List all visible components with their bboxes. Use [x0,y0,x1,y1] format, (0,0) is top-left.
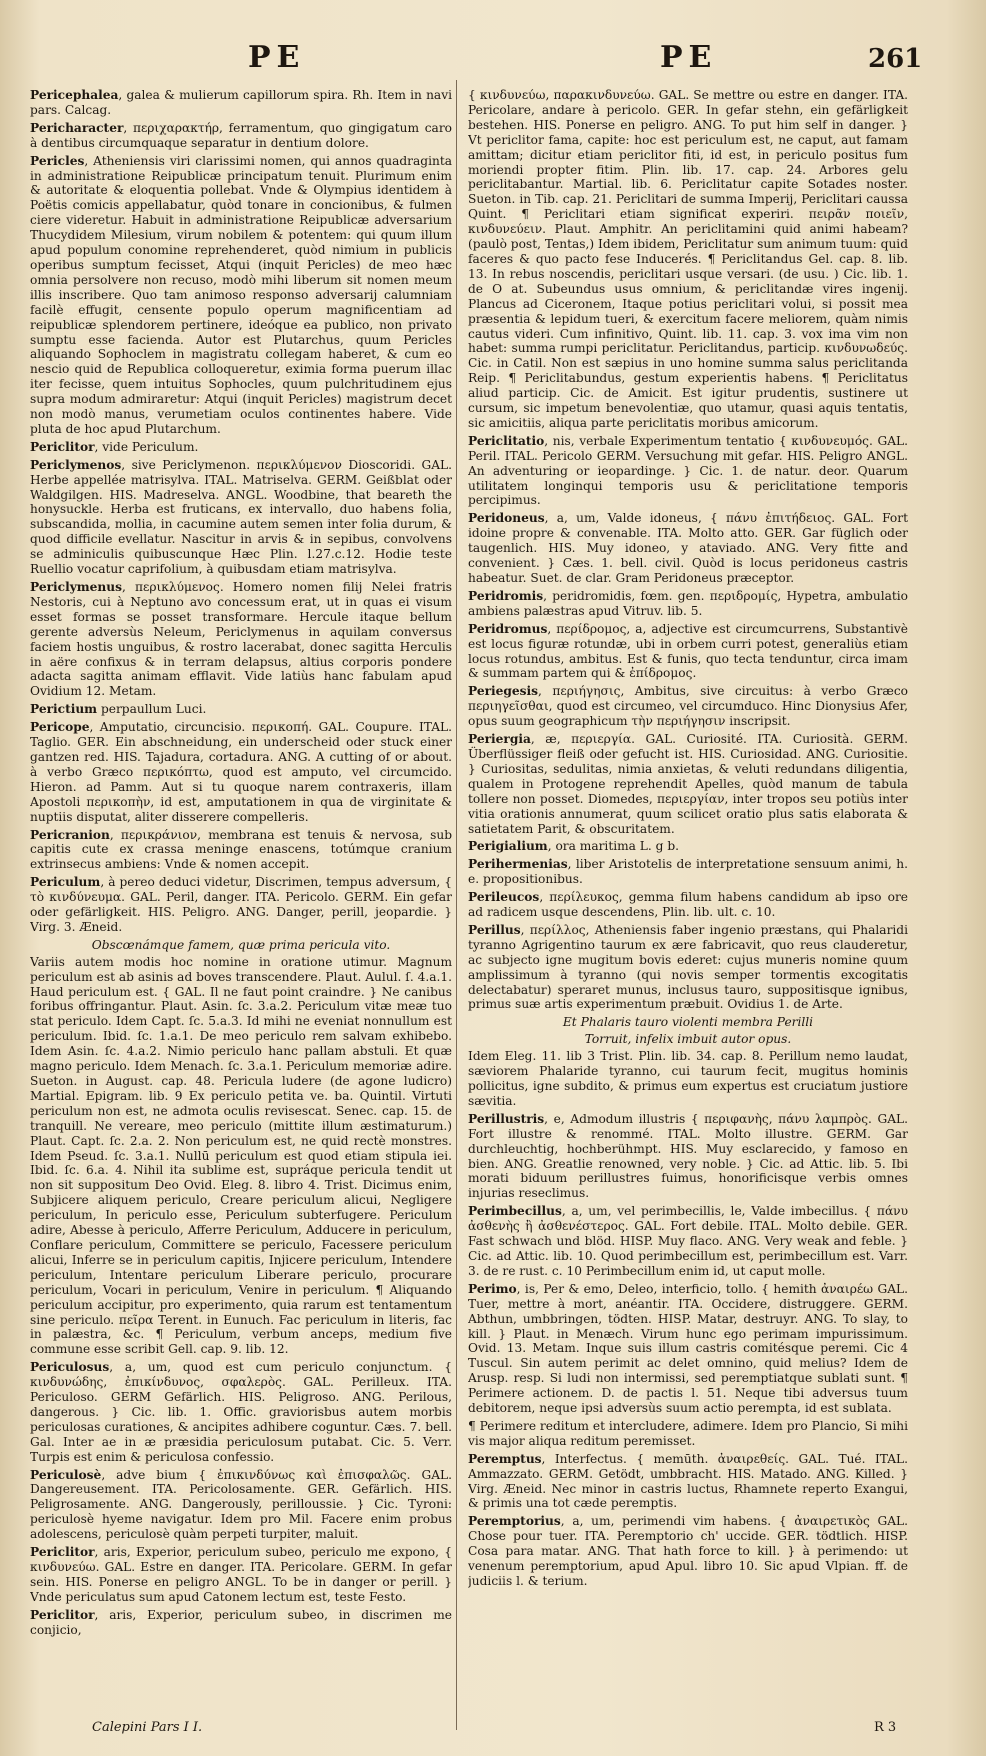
entry-text: , περιχαρακτήρ, ferramentum, quo gingigatum caro à dentibus circumquaque separatur in dentium dolore. [30,120,452,150]
entry-text: , adve bium { ἐπικινδύνως καὶ ἐπισφαλῶς. GAL. Dangereusement. ITA. Pericolosamente. GER. Gefärlich. HIS. Peligrosamente. ANG. Dangerously, perilloussie. } Cic. Tyroni: periculosè hyeme navigatur. Idem pro Mil. Facere enim probus adolescens, periculosè quàm perpeti turpiter, maluit. [30,1467,452,1542]
headword: Pericharacter [30,120,124,135]
footer-signature: Calepini Pars I I. [92,1720,203,1735]
dictionary-entry [468,839,908,854]
dictionary-entry [30,1360,452,1464]
dictionary-entry [30,720,452,824]
verse-line: Torruit, infelix imbuit autor opus. [584,1032,792,1047]
running-head-left: PE [248,40,306,75]
dictionary-entry [468,890,908,920]
headword: Pericranion [30,827,110,842]
headword: Perileucos [468,890,540,905]
headword: Perigialium [468,839,548,854]
entry-text: , is, Per & emo, Deleo, interficio, tollo. { hemith ἀναιρέω GAL. Tuer, mettre à mort, anéantir. ITA. Occidere, distruggere. GERM. Abthun, umbbringen, tödten. HISP. Matar, destruyr. ANG. To slay, to kill. } Plaut. in Menæch. Virum hunc ego perimam impurissimum. Ovid. 13. Metam. Inque suis illum castris comitésque peremi. Cic 4 Tuscul. Sin autem perimit ac delet omnino, quid melius? Idem de Arusp. resp. Si ludi non intermissi, sed peremptiatque sublati sunt. ¶ Perimere actionem. D. de pactis l. 51. Neque tibi adversus tuum debitorem, neque ipsi adversùs suum actio perempta, id est sublata. [468,1281,908,1416]
dictionary-entry [30,828,452,873]
dictionary-entry [468,622,908,682]
dictionary-entry [30,1545,452,1605]
signature-mark: R 3 [874,1720,897,1735]
entry-text: , Interfectus. { memūth. ἀναιρεθείς. GAL. Tué. ITAL. Ammazzato. GERM. Getödt, umbbracht. HIS. Matado. ANG. Killed. } Virg. Æneid. Nec minor in castris luctus, Rhamnete reperto Exangui, & primis una tot cæde peremptis. [468,1451,908,1511]
headword: Perictium [30,702,98,717]
dictionary-entry [468,732,908,836]
dictionary-entry [30,955,452,1357]
dictionary-entry [468,434,908,509]
headword: Perimbecillus [468,1204,562,1219]
entry-text: ¶ Perimere reditum et intercludere, adimere. Idem pro Plancio, Si mihi vis major aliqua reditum peremisset. [468,1418,908,1448]
page-number: 261 [868,44,923,74]
dictionary-entry [30,702,452,717]
headword: Periclymenus [30,580,123,594]
dictionary-entry [30,1608,452,1638]
entry-text: , a, um, quod est cum periculo conjunctum. { κινδυνώδης, ἐπικίνδυνος, σφαλερὸς. GAL. Perilleux. ITA. Periculoso. GERM Gefärlich. HIS. Peligroso. ANG. Perilous, dangerous. } Cic. lib. 1. Offic. graviorisbus autem morbis periculosas curationes, & ancipites adhibere coguntur. Cæs. 7. bell. Gal. Inter ae in æ præsidia periculosum putabat. Cic. 5. Verr. Turpis est enim & periculosa confessio. [30,1360,452,1464]
right-column [468,88,908,1730]
headword: Pericephalea [30,88,119,102]
verse-line: Et Phalaris tauro violenti membra Perilli [562,1015,814,1030]
entry-text: { κινδυνεύω, παρακινδυνεύω. GAL. Se mettre ou estre en danger. ITA. Pericolare, andare à pericolo. GER. In gefar stehn, ein gefärligkeit bestehen. HIS. Ponerse en peligro. ANG. To put him self in danger. } Vt periclitor fama, capite: hoc est periculum est, ne caput, aut famam amittam; dicitur etiam periclitor fiti, id est, in periculo positus fum moriendi propter fitim. Plin. lib. 17. cap. 24. Arbores gelu periclitabantur. Martial. lib. 6. Periclitatur capite Sotades noster. Sueton. in Tib. cap. 21. Periclitari de summa Imperij, Periclitari caussa Quint. ¶ Periclitari etiam significat experiri. πειρᾶν ποιεῖν, κινδυνεύειν. Plaut. Amphitr. An periclitamini quid animi habeam? (paulò post, Tentas,) Idem ibidem, Periclitatur sum animum tuum: quid faceres & quo pacto fese Inducerés. ¶ Periclitandus Gel. cap. 8. lib. 13. In rebus noscendis, periclitari usque versari. (de usu. ) Cic. lib. 1. de O at. Subeundus usus omnium, & periclitandæ vires ingenij. Plancus ad Ciceronem, Itaque potius periclitari volui, si possit mea præsentia & lepidum tueri, & exercitum facere meliorem, quàm nimis cautus videri. Cum infinitivo, Quint. lib. 11. cap. 3. vox ima vim non habet: summa rumpi periclitatur. Periclitandus, particip. κινδυνωδεύς. Cic. in Catil. Non est sæpius in uno homine summa salus periclitanda Reip. ¶ Periclitabundus, gestum experientis habens. ¶ Periclitatus aliud particip. Cic. de Amicit. Est igitur prudentis, sustinere ut cursum, sic impetum benevolentiæ, quo utamur, quasi aquis tentatis, sic amicitiis, aliqua parte periclitatis moribus amicorum. [468,88,908,430]
dictionary-entry [468,857,908,887]
entry-text: , περίλευκος, gemma filum habens candidum ab ipso ore ad radicem usque descendens, Plin. lib. ult. c. 10. [468,890,908,920]
dictionary-entry [468,1452,908,1512]
entry-text: , περίλλος, Atheniensis faber ingenio præstans, qui Phalaridi tyranno Agrigentino taurum ex ære fabricavit, quo reus clauderetur, ac subjecto igne mugitum bovis ederet: cujus muneris nomine quum amplissimum à tyranno (qui novis semper tormentis excogitatis delectabatur) speraret munus, inclusus tauro, suppositisque ignibus, primus suæ artis experimentum præbuit. Ovidius 1. de Arte. [468,922,908,1012]
dictionary-entry [30,440,452,455]
verse-line: Obscœnámque famem, quæ prima pericula vito. [91,937,391,952]
headword: Peridromus [468,621,548,636]
dictionary-entry [468,684,908,729]
dictionary-entry [468,1204,908,1279]
entry-text: , περιήγησις, Ambitus, sive circuitus: à verbo Græco περιηγεῖσθαι, quod est circumeo, vel circumduco. Hinc Dionysius Afer, opus suum geographicum τὴν περιήγησιν inscripsit. [468,684,908,729]
entry-text: , æ, περιεργία. GAL. Curiosité. ITA. Curiosità. GERM. Überflüssiger fleiß oder gefucht ist. HIS. Curiosidad. ANG. Curiositie. } Curiositas, sedulitas, nimia anxietas, & veluti redundans diligentia, qualem in Protogene reprehendit Apelles, quòd manum de tabula tollere non posset. Diomedes, περιεργίαν, inter tropos seu potiùs inter vitia orationis annumerat, quum scilicet oratio plus satis elaborata & satietatem Parit, & obscuritatem. [468,732,908,836]
headword: Periculosus [30,1360,110,1375]
entry-text: , a, um, perimendi vim habens. { ἀναιρετικὸς GAL. Chose pour tuer. ITA. Peremptorio ch' uccide. GER. tödtlich. HISP. Cosa para matar. ANG. That hath force to kill. } à perimendo: ut venenum peremptorium, apud Apul. libro 10. Sic apud Vlpian. ff. de judiciis l. & terium. [468,1514,908,1588]
entry-text: , galea & mulierum capillorum spira. Rh. Item in navi pars. Calcag. [30,88,452,117]
headword: Periclitatio [468,433,545,448]
headword: Perimo [468,1281,517,1296]
entry-text: , περικλύμενος. Homero nomen filij Nelei fratris Nestoris, cui à Neptuno avo concessum erat, ut in quas ei visum esset formas se posset transformare. Hercule itaque bellum gerente adversùs Neleum, Periclymenus in aquilam conversus faciem hostis unguibus, & rostro lacerabat, donec sagitta Herculis in aëre confixus & in terram delapsus, altius corporis pondere adacta sagitta animam efflavit. Vide latiùs hanc fabulam apud Ovidium 12. Metam. [30,580,452,699]
dictionary-entry [30,121,452,151]
headword: Periclitor [30,439,95,454]
dictionary-entry [30,875,452,935]
headword: Perillustris [468,1111,545,1126]
headword: Peremptus [468,1451,542,1466]
entry-text: Variis autem modis hoc nomine in oratione utimur. Magnum periculum est ab asinis ad boves transcendere. Plaut. Aulul. ſ. 4.a.1. Haud periculum est. { GAL. Il ne faut point craindre. } Ne canibus foribus offringantur. Plaut. Asin. ſc. 3.a.2. Periculum vitæ meæ tuo stat periculo. Idem Capt. ſc. 5.a.3. Id mihi ne eveniat nonnullum est periculum. Ibid. ſc. 1.a.1. De meo periculo rem salvam exhibebo. Idem Asin. ſc. 4.a.2. Nimio periculo hanc pallam abstuli. Et quæ magno periculo. Idem Menach. ſc. 3.a.1. Periculum memoriæ adire. Sueton. in August. cap. 48. Pericula ludere (de agone ludicro) Martial. Epigram. lib. 9 Ex periculo petita ve. ba. Quintil. Virtuti periculum non est, ne admota oculis revisescat. Senec. cap. 15. de tranquill. Ne vereare, meo periculo (mittite illum æstimaturum.) Plaut. Capt. ſc. 2.a. 2. Non periculum est, ne quid rectè monstres. Idem Pseud. ſc. 3.a.1. Nullū periculum est quod etiam stipula iei. Ibid. ſc. 6.a. 4. Nihil ita sublime est, supráque pericula tendit ut non sit suppositum Deo Ovid. Eleg. 8. libro 4. Trist. Dicimus enim, Subjicere aliquem periculo, Creare periculum alicui, Negligere periculum, In periculo esse, Periculum subterfugere. Periculum adire, Abesse à periculo, Afferre Periculum, Adducere in periculum, Conflare periculum, Committere se periculo, Facessere periculum alicui, Inferre se in periculum capitis, Injicere periculum, Intendere periculum, Intentare periculum Liberare periculo, procurare periculum, Vocari in periculum, Venire in periculum. ¶ Aliquando periculum accipitur, pro experimento, quia rarum est tentamentum sine periculo. πεῖρα Terent. in Eunuch. Fac periculum in literis, fac in palæstra, &c. ¶ Periculum, verbum anceps, medium five commune esse scribit Gell. cap. 9. lib. 12. [30,954,452,1357]
headword: Periegesis [468,684,539,699]
headword: Periclitor [30,1545,95,1560]
entry-text: , sive Periclymenon. περικλύμενον Dioscoridi. GAL. Herbe appellée matrisylva. ITAL. Matriselva. GERM. Geißblat oder Waldgilgen. HIS. Madreselva. ANGL. Woodbine, that beareth the honysuckle. Herba est fruticans, ex intervallo, duo habens folia, subscandida, mollia, in cacumine autem semen inter folia durum, & quod difficile evellatur. Nascitur in arvis & in sepibus, convolvens se adminiculis quibuscunque Hæc Plin. l.27.c.12. Hodie teste Ruellio vocatur caprifolium, à quibusdam etiam matrisylva. [30,457,452,577]
dictionary-entry [468,1514,908,1589]
headword: Peridoneus [468,511,545,526]
headword: Peridromis [468,588,544,603]
left-column [30,88,452,1730]
dictionary-entry [30,1468,452,1543]
entry-text: , περικράνιον, membrana est tenuis & nervosa, sub capitis cute ex crassa meninge enascens, totúmque cranium extrinsecus ambiens: Vnde & nomen accepit. [30,827,452,872]
headword: Peremptorius [468,1514,561,1529]
dictionary-entry [30,154,452,437]
dictionary-entry [468,1419,908,1449]
headword: Periergia [468,732,531,747]
headword: Perillus [468,922,521,937]
entry-text: , à pereo deduci videtur, Discrimen, tempus adversum, { τὸ κινδύνευμα. GAL. Peril, danger. ITA. Pericolo. GERM. Ein gefar oder gefärligkeit. HIS. Peligro. ANG. Danger, perill, jeopardie. } Virg. 3. Æneid. [30,875,452,934]
headword: Periculum [30,875,101,890]
entry-text: , nis, verbale Experimentum tentatio { κινδυνευμός. GAL. Peril. ITAL. Pericolo GERM. Versuchung mit gefar. HIS. Peligro ANGL. An adventuring or ieopardinge. } Cic. 1. de natur. deor. Quarum utilitatem longinqui temporis usu & periclitatione temporis percipimus. [468,433,908,508]
headword: Periclymenos [30,457,122,472]
dictionary-entry [468,88,908,431]
entry-text: , peridromidis, fœm. gen. περιδρομίς, Hypetra, ambulatio ambiens palæstras apud Vitruv. lib. 5. [468,588,908,618]
entry-text: Idem Eleg. 11. lib 3 Trist. Plin. lib. 34. cap. 8. Perillum nemo laudat, sæviorem Phalaride tyranno, cui taurum fecit, mugitus hominis pollicitus, igne subdito, & primus eum expertus est cruciatum justiore sævitia. [468,1049,908,1108]
entry-text: , Amputatio, circuncisio. περικοπή. GAL. Coupure. ITAL. Taglio. GER. Ein abschneidung, ein underscheid oder stuck einer gantzen red. HIS. Tajadura, cortadura. ANG. A cutting of or about. à verbo Græco περικόπτω, quod est amputo, vel circumcido. Hieron. ad Pamm. Aut si tu quoque narem contraxeris, illam Apostoli περικοπὴν, id est, amputationem in qua de virginitate & nuptiis disputat, aliter disserere compelleris. [30,720,452,824]
dictionary-entry [468,923,908,1012]
running-head-right: PE [660,40,718,75]
entry-text: , περίδρομος, a, adjective est circumcurrens, Substantivè est locus figuræ rotundæ, ubi in orbem curri potest, generaliùs etiam locus rotundus, ambitus. Est & funis, quo tecta tenduntur, circa imam & summam partem qui & ἐπίδρομος. [468,621,908,681]
entry-text: , vide Periculum. [94,439,199,454]
entry-text: , a, um, Valde idoneus, { πάνυ ἐπιτήδειος. GAL. Fort idoine propre & convenable. ITA. Molto atto. GER. Gar füglich oder taugenlich. HIS. Muy idoneo, y ataviado. ANG. Very fitte and convenient. } Cæs. 1. bell. civil. Quòd is locus peridoneus castris habeatur. Suet. de clar. Gram Peridoneus præceptor. [468,511,908,585]
dictionary-entry [30,458,452,577]
headword: Pericope [30,720,90,735]
dictionary-entry [30,88,452,118]
entry-text: , e, Admodum illustris { περιφανὴς, πάνυ λαμπρὸς. GAL. Fort illustre & renommé. ITAL. Molto illustre. GERM. Gar durchleuchtig, hochberühmpt. HIS. Muy esclarecido, y famoso en bien. ANG. Greatlie renowned, very noble. } Cic. ad Attic. lib. 5. Ibi morati biduum perillustres fuimus, honorificisque verbis omnes injurias reseclimus. [468,1111,908,1201]
column-divider [456,80,457,1730]
dictionary-entry [30,580,452,699]
entry-text: , Atheniensis viri clarissimi nomen, qui annos quadraginta in administratione Reipublicæ principatum tenuit. Plurimum enim & autoritate & eloquentia pollebat. Vnde & Olympius identidem à Poëtis comicis appellabatur, quòd tonare in concionibus, & fulmen ciere videretur. Habuit in administratione Reipublicæ adversarium Thucydidem Milesium, virum nobilem & potentem: qui quum illum apud populum conomine reprehenderet, quòd nimium in publicis operibus sumptum fecisset, Atqui (inquit Pericles) de meo hæc omnia persolvere non recuso, modò mihi liberum sit nomen meum illis inscribere. Quo tam animoso responso adversarij calumniam facilè effugit, censente populo operum magnificentiam ad reipublicæ splendorem pertinere, ideóque ea publico, non privato sumptu esse facienda. Autor est Plutarchus, quum Pericles aliquando Sophoclem in magistratu collegam haberet, & cum eo nescio quid de Republica colloqueretur, eximia forma puerum illac iter fecisse, quem intuitus Sophocles, quum pulchritudinem ejus supra modum admiraretur: Atqui (inquit Pericles) magistrum decet non modò manus, verumetiam oculos continentes habere. Vide pluta de hoc apud Plutarchum. [30,153,452,436]
entry-text: , a, um, vel perimbecillis, le, Valde imbecillus. { πάνυ ἀσθενὴς ἢ ἀσθενέστερος. GAL. Fort debile. ITAL. Molto debile. GER. Fast schwach und blöd. HISP. Muy flaco. ANG. Very weak and feble. } Cic. ad Attic. lib. 10. Quod perimbecillum est, perimbecillum est. Varr. 3. de re rust. c. 10 Perimbecillum enim id, ut caput molle. [468,1204,908,1278]
entry-text: , aris, Experior, periculum subeo, in discrimen me conjicio, [30,1607,452,1637]
dictionary-entry [468,1282,908,1416]
dictionary-entry [468,589,908,619]
headword: Periculosè [30,1467,102,1482]
headword: Periclitor [30,1607,95,1622]
dictionary-entry [468,1112,908,1201]
headword: Pericles [30,153,85,168]
dictionary-entry [468,511,908,586]
dictionary-entry [468,1049,908,1109]
headword: Perihermenias [468,857,568,872]
entry-text: , ora maritima L. g b. [547,839,680,854]
entry-text: , liber Aristotelis de interpretatione sensuum animi, h. e. propositionibus. [468,857,908,887]
entry-text: perpaullum Luci. [97,702,207,717]
entry-text: , aris, Experior, periculum subeo, periculo me expono, { κινδυνεύω. GAL. Estre en danger. ITA. Pericolare. GERM. In gefar sein. HIS. Ponerse en peligro ANGL. To be in danger or perill. } Vnde periculatus sum apud Catonem lectum est, teste Festo. [30,1545,452,1604]
